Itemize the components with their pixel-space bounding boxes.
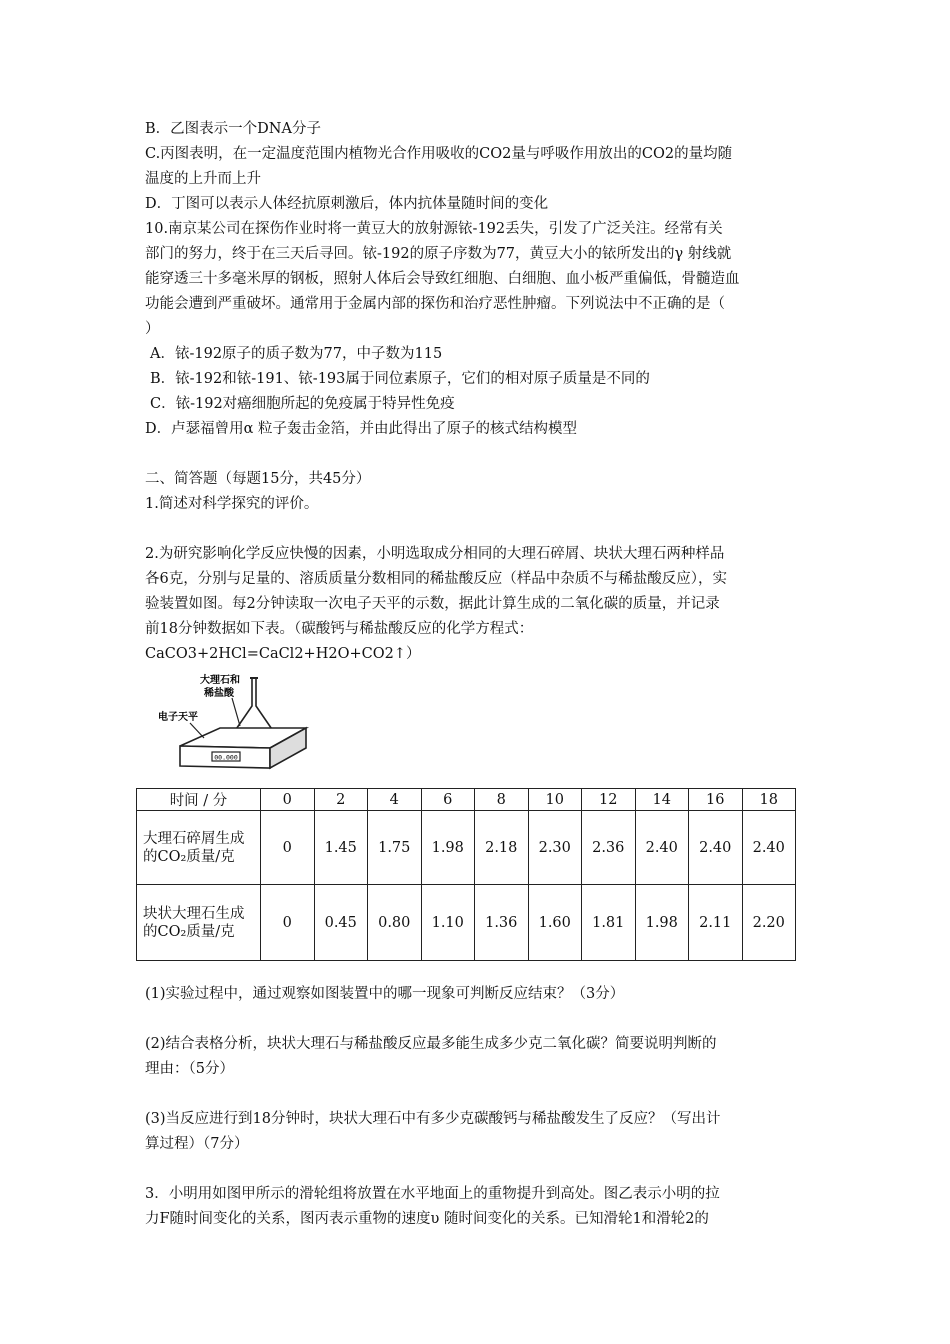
- flask-label-2: 稀盐酸: [204, 688, 234, 699]
- table-cell: 1.98: [635, 885, 689, 961]
- table-cell: 1.60: [528, 885, 582, 961]
- table-cell: 2.30: [528, 811, 582, 885]
- short-question-3-line2: 力F随时间变化的关系，图丙表示重物的速度υ 随时间变化的关系。已知滑轮1和滑轮2的: [145, 1211, 709, 1227]
- short-question-3-line1: 3．小明用如图甲所示的滑轮组将放置在水平地面上的重物提升到高处。图乙表示小明的拉: [145, 1186, 720, 1202]
- table-cell: 0.45: [314, 885, 368, 961]
- table-cell: 2.40: [742, 811, 796, 885]
- short-question-2-line1: 2.为研究影响化学反应快慢的因素，小明选取成分相同的大理石碎屑、块状大理石两种样品: [145, 546, 725, 562]
- table-cell: 2: [314, 789, 368, 811]
- option-d-line: D．丁图可以表示人体经抗原刺激后，体内抗体量随时间的变化: [145, 196, 549, 212]
- table-cell: 0: [261, 885, 315, 961]
- table-cell: 4: [368, 789, 422, 811]
- q10-option-b: B．铱-192和铱-191、铱-193属于同位素原子，它们的相对原子质量是不同的: [150, 371, 650, 387]
- table-cell: 1.10: [421, 885, 475, 961]
- table-cell: 18: [742, 789, 796, 811]
- question-10-line5: ）: [145, 321, 160, 337]
- question-10-line2: 部门的努力，终于在三天后寻回。铱-192的原子序数为77，黄豆大小的铱所发出的γ 射线就: [145, 246, 732, 262]
- short-question-2-line3: 验装置如图。每2分钟读取一次电子天平的示数，据此计算生成的二氧化碳的质量，并记录: [145, 596, 720, 612]
- table-cell: 2.18: [475, 811, 529, 885]
- balance-display-value: 00.000: [214, 753, 238, 762]
- row-label-crushed: 大理石碎屑生成的CO₂质量/克: [137, 811, 261, 885]
- table-cell: 14: [635, 789, 689, 811]
- option-c-line: C.丙图表明，在一定温度范围内植物光合作用吸收的CO2量与呼吸作用放出的CO2的量均随: [145, 146, 733, 162]
- option-b-line: B．乙图表示一个DNA分子: [145, 121, 321, 137]
- sub-question-2-line1: (2)结合表格分析，块状大理石与稀盐酸反应最多能生成多少克二氧化碳？简要说明判断的: [145, 1036, 717, 1052]
- table-row: [137, 811, 796, 885]
- table-cell: 1.45: [314, 811, 368, 885]
- q10-option-c: C．铱-192对癌细胞所起的免疫属于特异性免疫: [150, 396, 455, 412]
- apparatus-figure: [158, 668, 318, 780]
- sub-question-3-line2: 算过程）（7分）: [145, 1136, 249, 1152]
- table-cell: 2.40: [689, 811, 743, 885]
- table-cell: 8: [475, 789, 529, 811]
- table-cell: 1.81: [582, 885, 636, 961]
- section-heading: 二、简答题（每题15分，共45分）: [145, 471, 371, 487]
- table-cell: 1.36: [475, 885, 529, 961]
- table-header-row: [137, 789, 796, 811]
- table-cell: 1.75: [368, 811, 422, 885]
- short-question-2-line2: 各6克，分别与足量的、溶质质量分数相同的稀盐酸反应（样品中杂质不与稀盐酸反应），实: [145, 571, 727, 587]
- question-10-line4: 功能会遭到严重破坏。通常用于金属内部的探伤和治疗恶性肿瘤。下列说法中不正确的是（: [145, 296, 725, 312]
- table-cell: 2.20: [742, 885, 796, 961]
- sub-question-2-line2: 理由：（5分）: [145, 1061, 234, 1077]
- header-time-label: 时间 / 分: [137, 789, 261, 811]
- table-cell: 12: [582, 789, 636, 811]
- option-c-line-cont: 温度的上升而上升: [145, 171, 261, 187]
- short-question-1: 1.简述对科学探究的评价。: [145, 496, 319, 512]
- table-cell: 16: [689, 789, 743, 811]
- table-cell: 2.36: [582, 811, 636, 885]
- flask-label-1: 大理石和: [200, 675, 240, 686]
- q10-option-d: D．卢瑟福曾用α 粒子轰击金箔，并由此得出了原子的核式结构模型: [145, 421, 578, 437]
- table-cell: 2.40: [635, 811, 689, 885]
- table-cell: 2.11: [689, 885, 743, 961]
- short-question-2-line4: 前18分钟数据如下表。（碳酸钙与稀盐酸反应的化学方程式：: [145, 621, 534, 637]
- sub-question-1: (1)实验过程中，通过观察如图装置中的哪一现象可判断反应结束？（3分）: [145, 986, 625, 1002]
- table-cell: 10: [528, 789, 582, 811]
- q10-option-a: A．铱-192原子的质子数为77，中子数为115: [150, 346, 443, 362]
- table-cell: 0: [261, 811, 315, 885]
- sub-question-3-line1: (3)当反应进行到18分钟时，块状大理石中有多少克碳酸钙与稀盐酸发生了反应？（写出计: [145, 1111, 721, 1127]
- table-cell: 0.80: [368, 885, 422, 961]
- table-cell: 0: [261, 789, 315, 811]
- table-cell: 6: [421, 789, 475, 811]
- question-10-line1: 10.南京某公司在探伤作业时将一黄豆大的放射源铱-192丢失，引发了广泛关注。经常有关: [145, 221, 723, 237]
- balance-label: 电子天平: [158, 712, 198, 723]
- question-10-line3: 能穿透三十多毫米厚的钢板，照射人体后会导致红细胞、白细胞、血小板严重偏低，骨髓造血: [145, 271, 740, 287]
- table-cell: 1.98: [421, 811, 475, 885]
- table-row: [137, 885, 796, 961]
- chemical-equation: CaCO3+2HCl=CaCl2+H2O+CO2↑）: [145, 646, 421, 662]
- row-label-lump: 块状大理石生成的CO₂质量/克: [137, 885, 261, 961]
- results-table: [136, 788, 796, 961]
